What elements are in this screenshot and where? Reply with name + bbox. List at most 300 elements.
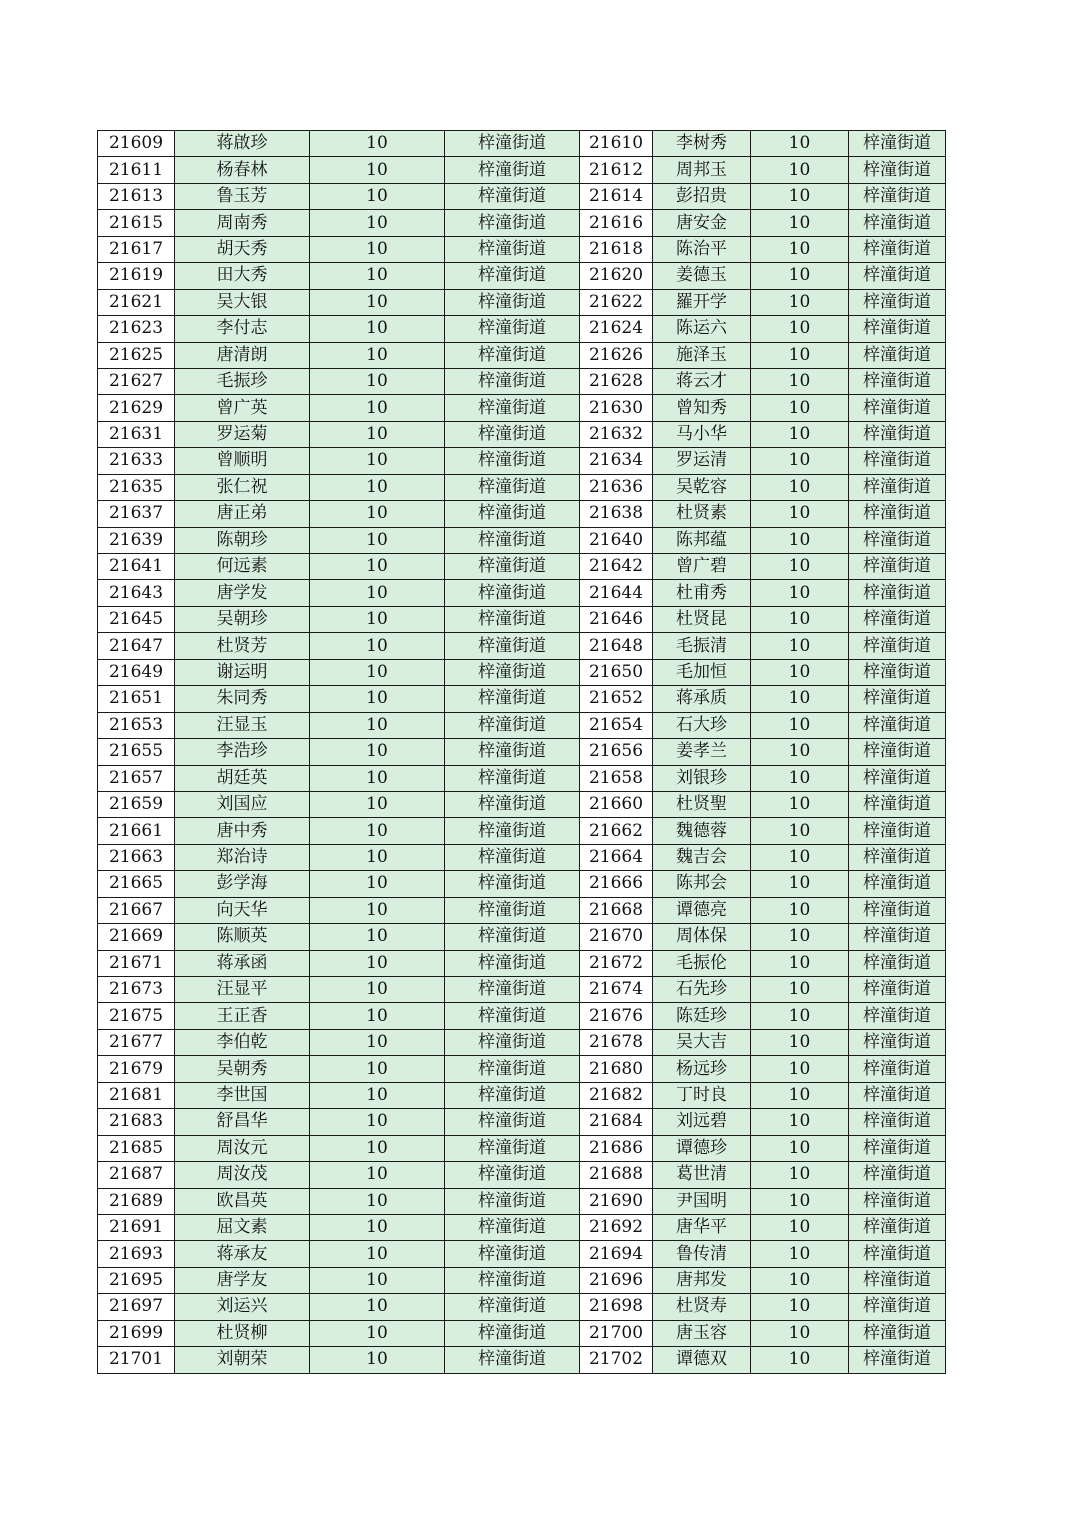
right-street-name-cell: 梓潼街道	[849, 1162, 946, 1188]
left-street-name-cell: 梓潼街道	[445, 342, 580, 368]
table-row	[98, 342, 946, 368]
left-person-name-cell: 罗运菊	[175, 421, 310, 447]
left-street-name-cell: 梓潼街道	[445, 1135, 580, 1161]
right-amount-cell: 10	[751, 765, 849, 791]
right-amount-cell: 10	[751, 421, 849, 447]
left-person-name-cell: 杜贤芳	[175, 633, 310, 659]
left-person-name-cell: 周南秀	[175, 210, 310, 236]
left-street-name-cell: 梓潼街道	[445, 739, 580, 765]
left-street-name-cell: 梓潼街道	[445, 157, 580, 183]
left-record-id-cell: 21609	[98, 131, 175, 157]
left-street-name-cell: 梓潼街道	[445, 765, 580, 791]
left-record-id-cell: 21653	[98, 712, 175, 738]
right-street-name-cell: 梓潼街道	[849, 342, 946, 368]
left-person-name-cell: 刘朝荣	[175, 1347, 310, 1373]
right-street-name-cell: 梓潼街道	[849, 554, 946, 580]
right-record-id-cell: 21662	[580, 818, 653, 844]
right-amount-cell: 10	[751, 1003, 849, 1029]
table-row	[98, 871, 946, 897]
right-record-id-cell: 21682	[580, 1082, 653, 1108]
right-amount-cell: 10	[751, 289, 849, 315]
left-record-id-cell: 21683	[98, 1109, 175, 1135]
table-row	[98, 1347, 946, 1373]
left-record-id-cell: 21629	[98, 395, 175, 421]
right-amount-cell: 10	[751, 342, 849, 368]
left-street-name-cell: 梓潼街道	[445, 659, 580, 685]
left-record-id-cell: 21675	[98, 1003, 175, 1029]
right-amount-cell: 10	[751, 1162, 849, 1188]
left-person-name-cell: 蒋啟珍	[175, 131, 310, 157]
table-row	[98, 183, 946, 209]
right-record-id-cell: 21674	[580, 977, 653, 1003]
left-record-id-cell: 21685	[98, 1135, 175, 1161]
left-person-name-cell: 王正香	[175, 1003, 310, 1029]
table-row	[98, 712, 946, 738]
left-street-name-cell: 梓潼街道	[445, 686, 580, 712]
table-row	[98, 289, 946, 315]
right-street-name-cell: 梓潼街道	[849, 1003, 946, 1029]
right-person-name-cell: 蒋承质	[653, 686, 751, 712]
table-row	[98, 1109, 946, 1135]
right-person-name-cell: 尹国明	[653, 1188, 751, 1214]
right-street-name-cell: 梓潼街道	[849, 183, 946, 209]
left-amount-cell: 10	[310, 977, 445, 1003]
right-street-name-cell: 梓潼街道	[849, 712, 946, 738]
table-row	[98, 527, 946, 553]
left-person-name-cell: 欧昌英	[175, 1188, 310, 1214]
left-record-id-cell: 21673	[98, 977, 175, 1003]
table-row	[98, 765, 946, 791]
left-amount-cell: 10	[310, 157, 445, 183]
right-street-name-cell: 梓潼街道	[849, 686, 946, 712]
left-amount-cell: 10	[310, 791, 445, 817]
left-street-name-cell: 梓潼街道	[445, 712, 580, 738]
table-row	[98, 818, 946, 844]
right-record-id-cell: 21644	[580, 580, 653, 606]
right-person-name-cell: 葛世清	[653, 1162, 751, 1188]
right-street-name-cell: 梓潼街道	[849, 316, 946, 342]
right-person-name-cell: 魏吉会	[653, 844, 751, 870]
right-amount-cell: 10	[751, 686, 849, 712]
right-person-name-cell: 杜贤寿	[653, 1294, 751, 1320]
left-street-name-cell: 梓潼街道	[445, 316, 580, 342]
right-street-name-cell: 梓潼街道	[849, 474, 946, 500]
right-person-name-cell: 魏德蓉	[653, 818, 751, 844]
left-person-name-cell: 吴大银	[175, 289, 310, 315]
left-person-name-cell: 舒昌华	[175, 1109, 310, 1135]
left-amount-cell: 10	[310, 421, 445, 447]
left-person-name-cell: 周汝茂	[175, 1162, 310, 1188]
right-amount-cell: 10	[751, 659, 849, 685]
left-street-name-cell: 梓潼街道	[445, 844, 580, 870]
right-amount-cell: 10	[751, 712, 849, 738]
left-street-name-cell: 梓潼街道	[445, 1214, 580, 1240]
right-record-id-cell: 21696	[580, 1267, 653, 1293]
right-street-name-cell: 梓潼街道	[849, 844, 946, 870]
right-street-name-cell: 梓潼街道	[849, 1082, 946, 1108]
left-amount-cell: 10	[310, 1294, 445, 1320]
table-row	[98, 659, 946, 685]
right-street-name-cell: 梓潼街道	[849, 765, 946, 791]
right-street-name-cell: 梓潼街道	[849, 1294, 946, 1320]
left-street-name-cell: 梓潼街道	[445, 1056, 580, 1082]
right-record-id-cell: 21676	[580, 1003, 653, 1029]
right-record-id-cell: 21654	[580, 712, 653, 738]
left-person-name-cell: 屈文素	[175, 1214, 310, 1240]
right-record-id-cell: 21656	[580, 739, 653, 765]
right-record-id-cell: 21690	[580, 1188, 653, 1214]
right-record-id-cell: 21672	[580, 950, 653, 976]
right-record-id-cell: 21702	[580, 1347, 653, 1373]
right-person-name-cell: 谭德双	[653, 1347, 751, 1373]
right-record-id-cell: 21694	[580, 1241, 653, 1267]
left-amount-cell: 10	[310, 659, 445, 685]
right-street-name-cell: 梓潼街道	[849, 818, 946, 844]
right-record-id-cell: 21610	[580, 131, 653, 157]
right-person-name-cell: 杜贤素	[653, 501, 751, 527]
right-record-id-cell: 21678	[580, 1029, 653, 1055]
left-record-id-cell: 21679	[98, 1056, 175, 1082]
table-row	[98, 950, 946, 976]
left-record-id-cell: 21645	[98, 606, 175, 632]
left-person-name-cell: 唐清朗	[175, 342, 310, 368]
right-person-name-cell: 陈邦会	[653, 871, 751, 897]
right-person-name-cell: 罗运清	[653, 448, 751, 474]
left-street-name-cell: 梓潼街道	[445, 977, 580, 1003]
right-person-name-cell: 曾知秀	[653, 395, 751, 421]
right-amount-cell: 10	[751, 131, 849, 157]
table-row	[98, 1056, 946, 1082]
right-amount-cell: 10	[751, 897, 849, 923]
right-person-name-cell: 杜贤昆	[653, 606, 751, 632]
left-amount-cell: 10	[310, 1056, 445, 1082]
left-amount-cell: 10	[310, 368, 445, 394]
table-row	[98, 1162, 946, 1188]
table-row	[98, 1294, 946, 1320]
left-record-id-cell: 21671	[98, 950, 175, 976]
left-amount-cell: 10	[310, 871, 445, 897]
table-row	[98, 686, 946, 712]
right-record-id-cell: 21626	[580, 342, 653, 368]
right-street-name-cell: 梓潼街道	[849, 236, 946, 262]
right-street-name-cell: 梓潼街道	[849, 580, 946, 606]
right-street-name-cell: 梓潼街道	[849, 1320, 946, 1346]
left-amount-cell: 10	[310, 1109, 445, 1135]
left-record-id-cell: 21655	[98, 739, 175, 765]
left-street-name-cell: 梓潼街道	[445, 1109, 580, 1135]
left-street-name-cell: 梓潼街道	[445, 950, 580, 976]
left-person-name-cell: 刘国应	[175, 791, 310, 817]
right-record-id-cell: 21660	[580, 791, 653, 817]
left-street-name-cell: 梓潼街道	[445, 1162, 580, 1188]
left-amount-cell: 10	[310, 844, 445, 870]
right-street-name-cell: 梓潼街道	[849, 1241, 946, 1267]
left-amount-cell: 10	[310, 554, 445, 580]
right-person-name-cell: 陈运六	[653, 316, 751, 342]
right-person-name-cell: 杨远珍	[653, 1056, 751, 1082]
left-record-id-cell: 21657	[98, 765, 175, 791]
right-amount-cell: 10	[751, 316, 849, 342]
right-amount-cell: 10	[751, 1241, 849, 1267]
right-amount-cell: 10	[751, 739, 849, 765]
table-row	[98, 633, 946, 659]
left-person-name-cell: 蒋承函	[175, 950, 310, 976]
roster-body	[98, 131, 946, 1374]
table-row	[98, 844, 946, 870]
right-amount-cell: 10	[751, 368, 849, 394]
table-row	[98, 368, 946, 394]
table-row	[98, 897, 946, 923]
right-record-id-cell: 21618	[580, 236, 653, 262]
left-person-name-cell: 李世国	[175, 1082, 310, 1108]
right-amount-cell: 10	[751, 395, 849, 421]
left-amount-cell: 10	[310, 1003, 445, 1029]
right-street-name-cell: 梓潼街道	[849, 289, 946, 315]
right-amount-cell: 10	[751, 1320, 849, 1346]
table-row	[98, 1082, 946, 1108]
left-street-name-cell: 梓潼街道	[445, 633, 580, 659]
left-record-id-cell: 21693	[98, 1241, 175, 1267]
left-amount-cell: 10	[310, 712, 445, 738]
right-street-name-cell: 梓潼街道	[849, 1214, 946, 1240]
left-record-id-cell: 21643	[98, 580, 175, 606]
right-person-name-cell: 杜贤聖	[653, 791, 751, 817]
right-record-id-cell: 21680	[580, 1056, 653, 1082]
left-record-id-cell: 21687	[98, 1162, 175, 1188]
left-record-id-cell: 21611	[98, 157, 175, 183]
left-record-id-cell: 21623	[98, 316, 175, 342]
left-amount-cell: 10	[310, 1267, 445, 1293]
left-street-name-cell: 梓潼街道	[445, 791, 580, 817]
left-person-name-cell: 汪显玉	[175, 712, 310, 738]
left-street-name-cell: 梓潼街道	[445, 554, 580, 580]
right-record-id-cell: 21634	[580, 448, 653, 474]
right-person-name-cell: 姜孝兰	[653, 739, 751, 765]
left-amount-cell: 10	[310, 183, 445, 209]
left-street-name-cell: 梓潼街道	[445, 183, 580, 209]
table-row	[98, 421, 946, 447]
right-person-name-cell: 鲁传清	[653, 1241, 751, 1267]
right-record-id-cell: 21652	[580, 686, 653, 712]
left-record-id-cell: 21661	[98, 818, 175, 844]
right-amount-cell: 10	[751, 1056, 849, 1082]
left-street-name-cell: 梓潼街道	[445, 1267, 580, 1293]
right-amount-cell: 10	[751, 554, 849, 580]
table-row	[98, 1029, 946, 1055]
left-street-name-cell: 梓潼街道	[445, 818, 580, 844]
left-amount-cell: 10	[310, 236, 445, 262]
left-amount-cell: 10	[310, 765, 445, 791]
right-street-name-cell: 梓潼街道	[849, 977, 946, 1003]
left-amount-cell: 10	[310, 1135, 445, 1161]
table-row	[98, 1267, 946, 1293]
right-street-name-cell: 梓潼街道	[849, 263, 946, 289]
right-record-id-cell: 21638	[580, 501, 653, 527]
roster-table	[97, 130, 946, 1374]
table-row	[98, 395, 946, 421]
left-amount-cell: 10	[310, 501, 445, 527]
right-street-name-cell: 梓潼街道	[849, 1347, 946, 1373]
table-row	[98, 210, 946, 236]
left-street-name-cell: 梓潼街道	[445, 871, 580, 897]
left-amount-cell: 10	[310, 1162, 445, 1188]
right-person-name-cell: 谭德珍	[653, 1135, 751, 1161]
right-amount-cell: 10	[751, 1347, 849, 1373]
left-record-id-cell: 21647	[98, 633, 175, 659]
left-street-name-cell: 梓潼街道	[445, 289, 580, 315]
right-street-name-cell: 梓潼街道	[849, 791, 946, 817]
right-amount-cell: 10	[751, 501, 849, 527]
left-amount-cell: 10	[310, 897, 445, 923]
right-record-id-cell: 21650	[580, 659, 653, 685]
right-person-name-cell: 羅开学	[653, 289, 751, 315]
left-person-name-cell: 蒋承友	[175, 1241, 310, 1267]
table-row	[98, 157, 946, 183]
left-amount-cell: 10	[310, 1320, 445, 1346]
right-person-name-cell: 陈廷珍	[653, 1003, 751, 1029]
right-record-id-cell: 21628	[580, 368, 653, 394]
right-person-name-cell: 毛振伦	[653, 950, 751, 976]
right-person-name-cell: 石大珍	[653, 712, 751, 738]
left-street-name-cell: 梓潼街道	[445, 236, 580, 262]
right-street-name-cell: 梓潼街道	[849, 897, 946, 923]
left-person-name-cell: 李伯乾	[175, 1029, 310, 1055]
left-record-id-cell: 21697	[98, 1294, 175, 1320]
right-record-id-cell: 21698	[580, 1294, 653, 1320]
left-person-name-cell: 唐正弟	[175, 501, 310, 527]
right-person-name-cell: 周体保	[653, 924, 751, 950]
right-person-name-cell: 施泽玉	[653, 342, 751, 368]
left-amount-cell: 10	[310, 289, 445, 315]
right-street-name-cell: 梓潼街道	[849, 1109, 946, 1135]
right-record-id-cell: 21616	[580, 210, 653, 236]
left-record-id-cell: 21615	[98, 210, 175, 236]
right-street-name-cell: 梓潼街道	[849, 157, 946, 183]
right-amount-cell: 10	[751, 236, 849, 262]
right-street-name-cell: 梓潼街道	[849, 448, 946, 474]
right-street-name-cell: 梓潼街道	[849, 368, 946, 394]
left-amount-cell: 10	[310, 633, 445, 659]
left-street-name-cell: 梓潼街道	[445, 131, 580, 157]
right-record-id-cell: 21692	[580, 1214, 653, 1240]
left-amount-cell: 10	[310, 1214, 445, 1240]
left-street-name-cell: 梓潼街道	[445, 1347, 580, 1373]
left-person-name-cell: 谢运明	[175, 659, 310, 685]
left-amount-cell: 10	[310, 606, 445, 632]
right-street-name-cell: 梓潼街道	[849, 210, 946, 236]
right-amount-cell: 10	[751, 924, 849, 950]
right-person-name-cell: 杜甫秀	[653, 580, 751, 606]
right-person-name-cell: 李树秀	[653, 131, 751, 157]
right-amount-cell: 10	[751, 1294, 849, 1320]
left-person-name-cell: 杜贤柳	[175, 1320, 310, 1346]
right-person-name-cell: 姜德玉	[653, 263, 751, 289]
right-person-name-cell: 丁时良	[653, 1082, 751, 1108]
table-row	[98, 791, 946, 817]
left-person-name-cell: 张仁祝	[175, 474, 310, 500]
table-row	[98, 739, 946, 765]
right-person-name-cell: 陈治平	[653, 236, 751, 262]
left-street-name-cell: 梓潼街道	[445, 1082, 580, 1108]
left-record-id-cell: 21617	[98, 236, 175, 262]
table-row	[98, 1003, 946, 1029]
right-amount-cell: 10	[751, 580, 849, 606]
left-amount-cell: 10	[310, 818, 445, 844]
right-amount-cell: 10	[751, 183, 849, 209]
right-person-name-cell: 石先珍	[653, 977, 751, 1003]
right-amount-cell: 10	[751, 1135, 849, 1161]
right-record-id-cell: 21640	[580, 527, 653, 553]
left-record-id-cell: 21625	[98, 342, 175, 368]
right-street-name-cell: 梓潼街道	[849, 421, 946, 447]
left-amount-cell: 10	[310, 131, 445, 157]
right-record-id-cell: 21648	[580, 633, 653, 659]
left-record-id-cell: 21659	[98, 791, 175, 817]
right-person-name-cell: 蒋云才	[653, 368, 751, 394]
left-record-id-cell: 21701	[98, 1347, 175, 1373]
right-person-name-cell: 刘银珍	[653, 765, 751, 791]
left-street-name-cell: 梓潼街道	[445, 263, 580, 289]
left-record-id-cell: 21689	[98, 1188, 175, 1214]
right-street-name-cell: 梓潼街道	[849, 501, 946, 527]
table-row	[98, 501, 946, 527]
right-amount-cell: 10	[751, 527, 849, 553]
left-person-name-cell: 吴朝秀	[175, 1056, 310, 1082]
left-amount-cell: 10	[310, 1082, 445, 1108]
table-row	[98, 1135, 946, 1161]
left-person-name-cell: 鲁玉芳	[175, 183, 310, 209]
right-amount-cell: 10	[751, 210, 849, 236]
left-amount-cell: 10	[310, 448, 445, 474]
right-street-name-cell: 梓潼街道	[849, 739, 946, 765]
left-record-id-cell: 21663	[98, 844, 175, 870]
left-person-name-cell: 唐学友	[175, 1267, 310, 1293]
left-street-name-cell: 梓潼街道	[445, 580, 580, 606]
right-amount-cell: 10	[751, 871, 849, 897]
right-amount-cell: 10	[751, 950, 849, 976]
right-street-name-cell: 梓潼街道	[849, 1029, 946, 1055]
right-record-id-cell: 21620	[580, 263, 653, 289]
table-row	[98, 977, 946, 1003]
left-record-id-cell: 21669	[98, 924, 175, 950]
table-row	[98, 448, 946, 474]
right-person-name-cell: 谭德亮	[653, 897, 751, 923]
left-street-name-cell: 梓潼街道	[445, 1320, 580, 1346]
left-amount-cell: 10	[310, 1188, 445, 1214]
left-person-name-cell: 毛振珍	[175, 368, 310, 394]
right-record-id-cell: 21646	[580, 606, 653, 632]
left-street-name-cell: 梓潼街道	[445, 924, 580, 950]
right-person-name-cell: 吴乾容	[653, 474, 751, 500]
left-street-name-cell: 梓潼街道	[445, 501, 580, 527]
left-person-name-cell: 杨春林	[175, 157, 310, 183]
right-amount-cell: 10	[751, 263, 849, 289]
left-street-name-cell: 梓潼街道	[445, 368, 580, 394]
right-street-name-cell: 梓潼街道	[849, 606, 946, 632]
right-amount-cell: 10	[751, 1082, 849, 1108]
left-person-name-cell: 唐中秀	[175, 818, 310, 844]
right-record-id-cell: 21622	[580, 289, 653, 315]
right-street-name-cell: 梓潼街道	[849, 1056, 946, 1082]
left-person-name-cell: 李浩珍	[175, 739, 310, 765]
right-record-id-cell: 21666	[580, 871, 653, 897]
left-record-id-cell: 21619	[98, 263, 175, 289]
left-person-name-cell: 胡廷英	[175, 765, 310, 791]
table-row	[98, 474, 946, 500]
table-row	[98, 606, 946, 632]
left-amount-cell: 10	[310, 924, 445, 950]
left-street-name-cell: 梓潼街道	[445, 1188, 580, 1214]
